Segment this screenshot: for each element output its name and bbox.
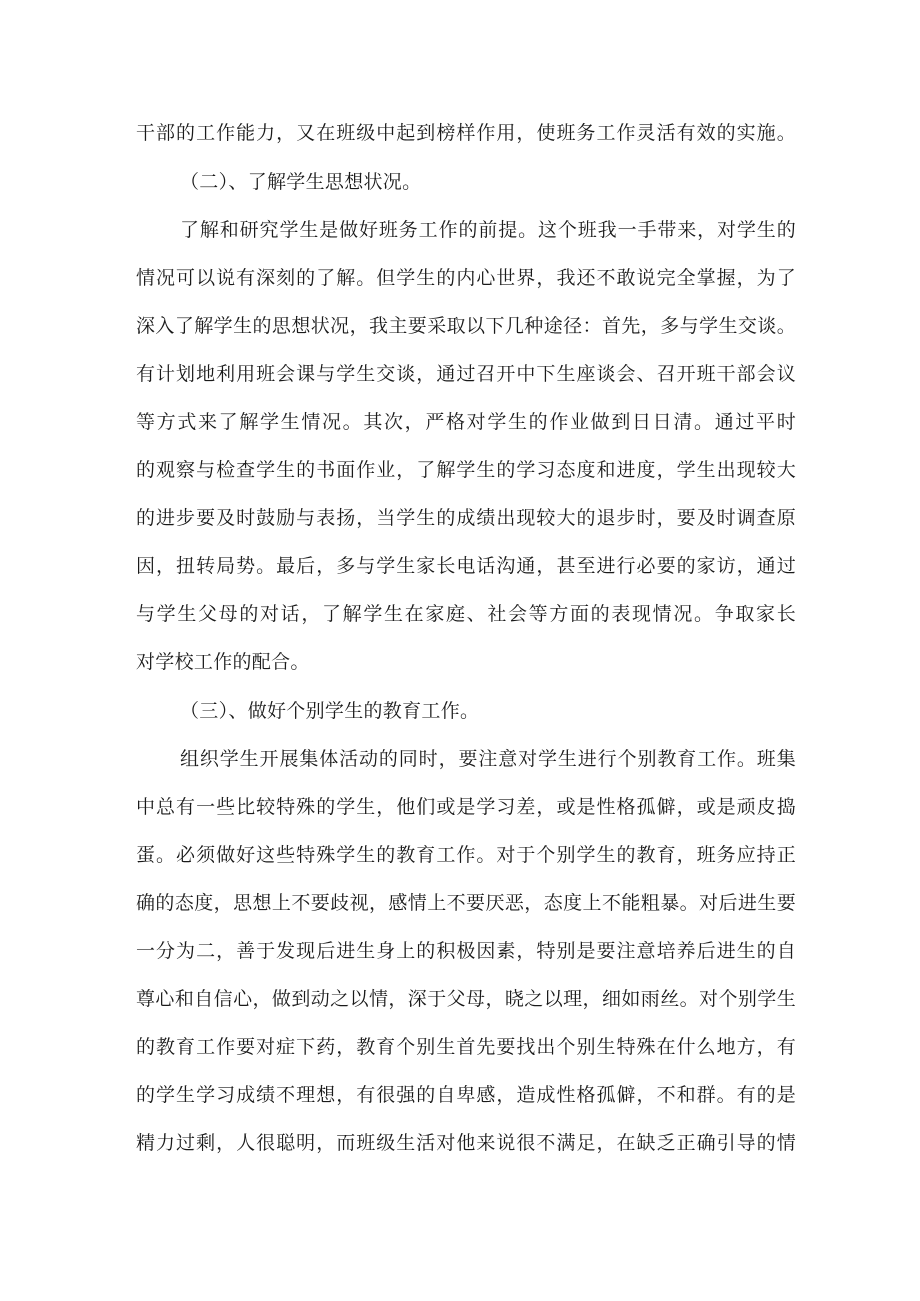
text-line: 深入了解学生的思想状况，我主要采取以下几种途径：首先，多与学生交谈。: [136, 315, 796, 337]
text-line: 情况可以说有深刻的了解。但学生的内心世界，我还不敢说完全掌握，为了: [136, 267, 796, 289]
text-line: 与学生父母的对话，了解学生在家庭、社会等方面的表现情况。争取家长: [136, 603, 796, 625]
text-line: 的学生学习成绩不理想，有很强的自卑感，造成性格孤僻，不和群。有的是: [136, 1084, 796, 1106]
section-heading: （二）、了解学生思想状况。: [180, 171, 422, 193]
text-line: 了解和研究学生是做好班务工作的前提。这个班我一手带来，对学生的: [180, 219, 796, 241]
text-line: 干部的工作能力，又在班级中起到榜样作用，使班务工作灵活有效的实施。: [136, 122, 796, 144]
text-line: 等方式来了解学生情况。其次，严格对学生的作业做到日日清。通过平时: [136, 411, 796, 433]
text-line: 的进步要及时鼓励与表扬，当学生的成绩出现较大的退步时，要及时调查原: [136, 507, 796, 529]
text-line: 精力过剩，人很聪明，而班级生活对他来说很不满足，在缺乏正确引导的情: [136, 1132, 796, 1154]
text-line: 一分为二，善于发现后进生身上的积极因素，特别是要注意培养后进生的自: [136, 940, 796, 962]
section-heading: （三）、做好个别学生的教育工作。: [180, 700, 480, 722]
text-line: 中总有一些比较特殊的学生，他们或是学习差，或是性格孤僻，或是顽皮捣: [136, 796, 796, 818]
text-line: 有计划地利用班会课与学生交谈，通过召开中下生座谈会、召开班干部会议: [136, 363, 796, 385]
text-line: 组织学生开展集体活动的同时，要注意对学生进行个别教育工作。班集: [180, 748, 796, 770]
text-line: 确的态度，思想上不要歧视，感情上不要厌恶，态度上不能粗暴。对后进生要: [136, 892, 796, 914]
text-line: 的观察与检查学生的书面作业，了解学生的学习态度和进度，学生出现较大: [136, 459, 796, 481]
text-line: 对学校工作的配合。: [136, 651, 310, 673]
text-line: 因，扭转局势。最后，多与学生家长电话沟通，甚至进行必要的家访，通过: [136, 555, 796, 577]
text-line: 尊心和自信心，做到动之以情，深于父母，晓之以理，细如雨丝。对个别学生: [136, 988, 796, 1010]
text-line: 蛋。必须做好这些特殊学生的教育工作。对于个别学生的教育，班务应持正: [136, 844, 796, 866]
text-line: 的教育工作要对症下药，教育个别生首先要找出个别生特殊在什么地方，有: [136, 1036, 796, 1058]
